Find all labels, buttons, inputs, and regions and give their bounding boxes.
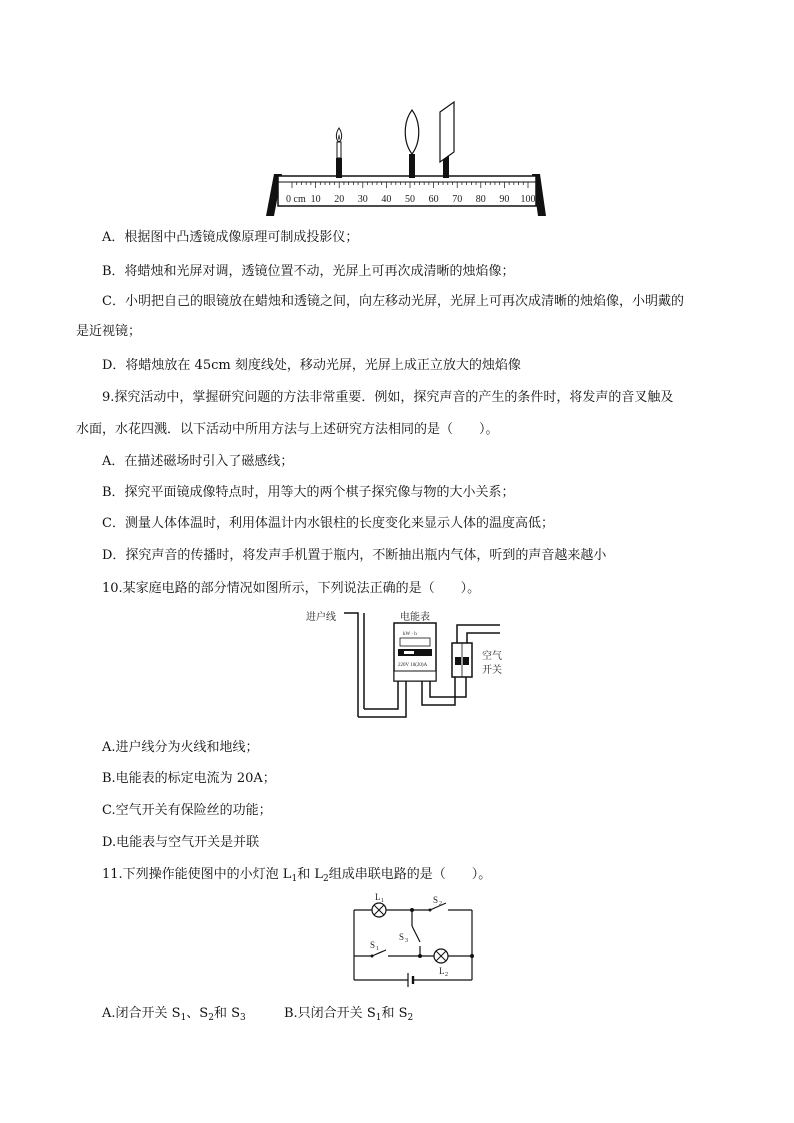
lamp-l2-sub: 2: [445, 972, 448, 978]
meter-label: 电能表: [400, 612, 430, 623]
q9-option-d: D．探究声音的传播时，将发声手机置于瓶内，不断抽出瓶内气体，听到的声音越来越小: [102, 548, 607, 563]
ruler-label: 40: [381, 194, 392, 205]
q11-option-b-part2: 和 S: [381, 1006, 408, 1021]
optical-bench-svg: [262, 96, 548, 220]
air-switch-label-2: 开关: [482, 665, 502, 676]
switch-s3-sub: 3: [405, 938, 408, 944]
incoming-line-label: 进户线: [306, 612, 336, 623]
q11-option-a: [102, 1005, 246, 1023]
q11-option-a-sub2: 2: [208, 1013, 214, 1023]
q11-sub-l2: 2: [322, 874, 329, 884]
q10-option-c: C.空气开关有保险丝的功能；: [102, 803, 272, 818]
q9-option-b: B．探究平面镜成像特点时，用等大的两个棋子探究像与物的大小关系；: [102, 485, 515, 500]
q10-option-d: D.电能表与空气开关是并联: [102, 835, 260, 850]
q8-option-b: B．将蜡烛和光屏对调，透镜位置不动，光屏上可再次成清晰的烛焰像；: [102, 264, 515, 279]
optical-bench-figure: [262, 96, 548, 220]
series-circuit-svg: [346, 890, 480, 990]
switch-s3: [412, 926, 420, 942]
q11-option-a-sub1: 1: [180, 1013, 187, 1023]
q11-option-b-sub1: 1: [375, 1013, 382, 1023]
meter-unit: kW · h: [403, 632, 417, 637]
ruler-label: 30: [357, 194, 368, 205]
q8-option-d: D．将蜡烛放在 45cm 刻度线处，移动光屏，光屏上成正立放大的烛焰像: [102, 358, 521, 373]
lamp-l2: [434, 949, 448, 963]
lamp-l1: [372, 903, 386, 917]
q11-option-b-sub2: 2: [407, 1013, 414, 1023]
ruler-label: 100: [520, 194, 536, 205]
ruler-label: 10: [310, 194, 321, 205]
battery: [408, 973, 413, 987]
q11-option-a-part1: A.闭合开关 S: [102, 1006, 181, 1021]
q11-stem-part2: 和 L: [297, 867, 323, 882]
q10-stem: 10.某家庭电路的部分情况如图所示，下列说法正确的是（ ）。: [102, 581, 481, 596]
q11-option-b: [284, 1005, 413, 1023]
q10-option-b: B.电能表的标定电流为 20A；: [102, 771, 276, 786]
air-switch: [452, 643, 502, 677]
q11-option-a-sub3: 3: [239, 1013, 246, 1023]
lamp-l2-label: L: [439, 966, 445, 976]
household-circuit-svg: [300, 605, 520, 721]
q11-option-a-part2: 、S: [186, 1006, 209, 1021]
ruler-label: 0 cm: [286, 194, 306, 205]
q11-stem: [102, 866, 491, 884]
ruler-label: 70: [452, 194, 463, 205]
switch-s3-label: S: [399, 932, 405, 942]
switch-s2-label: S: [433, 895, 439, 905]
q11-stem-part3: 组成串联电路的是（ ）。: [328, 867, 492, 882]
ruler-label: 80: [475, 194, 486, 205]
electric-meter: [394, 610, 436, 681]
candle: [336, 128, 342, 178]
q8-option-a: A．根据图中凸透镜成像原理可制成投影仪；: [102, 230, 359, 245]
q9-stem-line1: 9.探究活动中，掌握研究问题的方法非常重要．例如，探究声音的产生的条件时，将发声的音叉触及: [102, 390, 674, 405]
switch-s2-sub: 2: [439, 901, 442, 907]
light-screen: [440, 102, 454, 178]
ruler-label: 20: [334, 194, 345, 205]
ruler-label: 90: [499, 194, 510, 205]
q11-option-a-part3: 和 S: [213, 1006, 240, 1021]
q9-option-a: A．在描述磁场时引入了磁感线；: [102, 454, 294, 469]
series-circuit-figure: [346, 890, 480, 990]
q9-stem-line2: 水面，水花四溅．以下活动中所用方法与上述研究方法相同的是（ ）。: [76, 422, 499, 437]
ruler-label: 60: [428, 194, 439, 205]
q11-sub-l1: 1: [291, 874, 298, 884]
q11-option-b-part1: B.只闭合开关 S: [284, 1006, 376, 1021]
air-switch-label-1: 空气: [482, 651, 502, 662]
lamp-l1-sub: 1: [381, 898, 384, 904]
ruler-label: 50: [405, 194, 415, 205]
household-circuit-figure: [300, 605, 520, 721]
q8-option-c-line2: 是近视镜；: [76, 324, 142, 339]
q10-option-a: A.进户线分为火线和地线；: [102, 740, 259, 755]
meter-rating: 220V 10(20)A: [398, 663, 428, 668]
switch-s1-label: S: [370, 940, 376, 950]
q11-stem-part1: 11.下列操作能使图中的小灯泡 L: [102, 867, 292, 882]
q8-option-c-line1: C．小明把自己的眼镜放在蜡烛和透镜之间，向左移动光屏，光屏上可再次成清晰的烛焰像，小明戴的: [102, 294, 684, 309]
convex-lens: [405, 110, 419, 178]
q9-option-c: C．测量人体体温时，利用体温计内水银柱的长度变化来显示人体的温度高低；: [102, 516, 554, 531]
lamp-l1-label: L: [375, 892, 381, 902]
switch-s1-sub: 1: [376, 946, 379, 952]
